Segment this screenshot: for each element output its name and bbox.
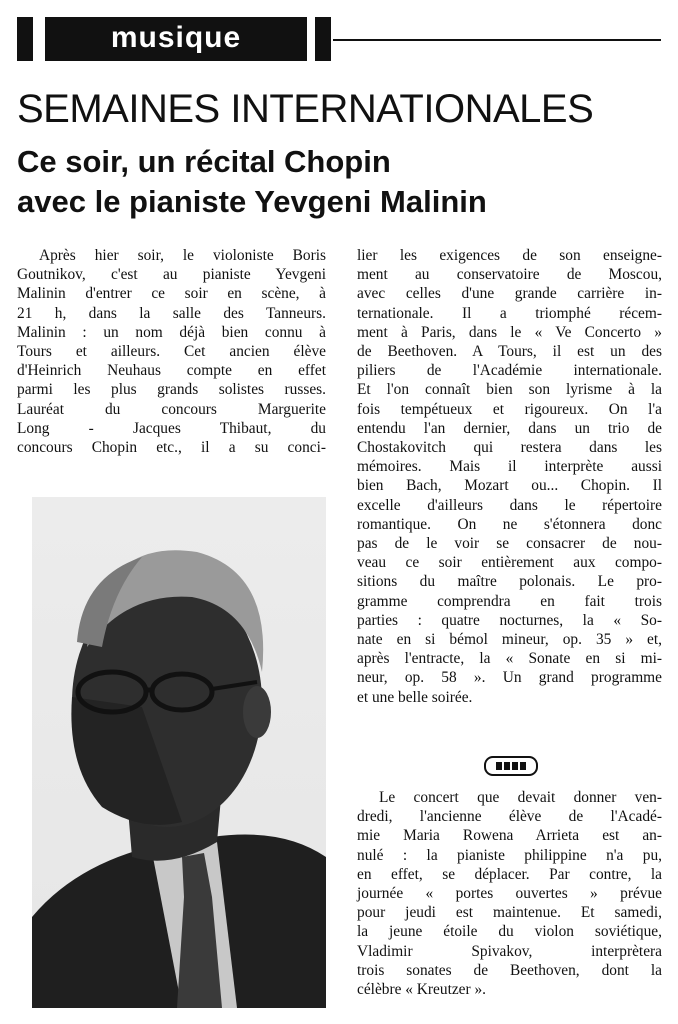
text-line: ment au conservatoire de Moscou, (357, 266, 662, 284)
headline-line: avec le pianiste Yevgeni Malinin (17, 184, 487, 219)
text-line: nulé : la pianiste philippine n'a pu, (357, 846, 662, 864)
text-line: mie Maria Rowena Arrieta est an- (357, 827, 662, 845)
text-line: Lauréat du concours Marguerite (17, 400, 326, 418)
text-line: en effet, se déplacer. Par contre, la (357, 865, 662, 883)
article-column-right (357, 246, 662, 707)
text-line: célèbre « Kreutzer ». (357, 981, 487, 999)
text-line: et une belle soirée. (357, 688, 473, 706)
text-line: gramme comprendra en fait trois (357, 592, 662, 610)
text-line: dredi, l'ancienne élève de l'Acadé- (357, 808, 662, 826)
article-column-left (17, 246, 326, 457)
text-line: trois sonates de Beethoven, dont la (357, 961, 662, 979)
text-line: excelle d'ailleurs dans le répertoire (357, 496, 662, 514)
text-line: de Beethoven. A Tours, il est un des (357, 343, 662, 361)
text-line: Après hier soir, le violoniste Boris (39, 247, 326, 264)
text-line: veau ce soir entièrement aux compo- (357, 554, 662, 572)
text-line: mémoires. Mais il interprète aussi (357, 458, 662, 476)
pianist-photo (32, 497, 326, 1008)
text-line: parties : quatre nocturnes, la « So- (357, 611, 662, 629)
article-column-right-second (357, 788, 662, 999)
text-line: concours Chopin etc., il a su conci- (17, 439, 326, 457)
rubric-rule (333, 39, 661, 41)
rubric-bar-left (17, 17, 33, 61)
text-line: Chostakovitch qui restera dans les (357, 439, 662, 457)
text-line: parmi les plus grands solistes russes. (17, 381, 326, 399)
text-line: Malinin d'entrer ce soir en scène, à (17, 285, 326, 303)
text-line: nate en si bémol mineur, op. 35 » et, (357, 631, 662, 649)
text-line: pas de le voir se consacrer de nou- (357, 535, 662, 553)
text-line: après l'entracte, la « Sonate en si mi- (357, 650, 662, 668)
text-line: la jeune étoile du violon soviétique, (357, 923, 662, 941)
rubric-bar-right (315, 17, 331, 61)
text-line: Tours et ailleurs. Cet ancien élève (17, 343, 326, 361)
text-line: sitions du maître polonais. Le pro- (357, 573, 662, 591)
text-line: Malinin : un nom déjà bien connu à (17, 323, 326, 341)
rubric-label: musique (45, 17, 307, 61)
text-line: piliers de l'Académie internationale. (357, 362, 662, 380)
section-separator-ornament (484, 756, 538, 776)
text-line: Vladimir Spivakov, interprètera (357, 942, 662, 960)
text-line: avec celles d'une grande carrière in- (357, 285, 662, 303)
text-line: Et l'on connaît bien son lyrisme à la (357, 381, 662, 399)
text-line: bien Bach, Mozart ou... Chopin. Il (357, 477, 662, 495)
text-line: 21 h, dans la salle des Tanneurs. (17, 304, 326, 322)
text-line: Long - Jacques Thibaut, du (17, 419, 326, 437)
rubric-header (17, 17, 661, 61)
portrait-illustration (32, 497, 326, 1008)
text-line: Le concert que devait donner ven- (379, 789, 662, 806)
section-title: SEMAINES INTERNATIONALES (17, 87, 594, 131)
text-line: lier les exigences de son enseigne- (357, 247, 662, 264)
text-line: romantique. On ne s'étonnera donc (357, 515, 662, 533)
headline (17, 142, 667, 222)
text-line: Goutnikov, c'est au pianiste Yevgeni (17, 266, 326, 284)
text-line: pour jeudi est maintenue. Et samedi, (357, 904, 662, 922)
text-line: journée « portes ouvertes » prévue (357, 885, 662, 903)
text-line: ment à Paris, dans le « Ve Concerto » (357, 323, 662, 341)
text-line: d'Heinrich Neuhaus compte en effet (17, 362, 326, 380)
text-line: fois tempétueux et rigoureux. On l'a (357, 400, 662, 418)
text-line: neur, op. 58 ». Un grand programme (357, 669, 662, 687)
text-line: entendu l'an dernier, dans un trio de (357, 419, 662, 437)
headline-line: Ce soir, un récital Chopin (17, 144, 391, 179)
text-line: ternationale. Il a triomphé récem- (357, 304, 662, 322)
